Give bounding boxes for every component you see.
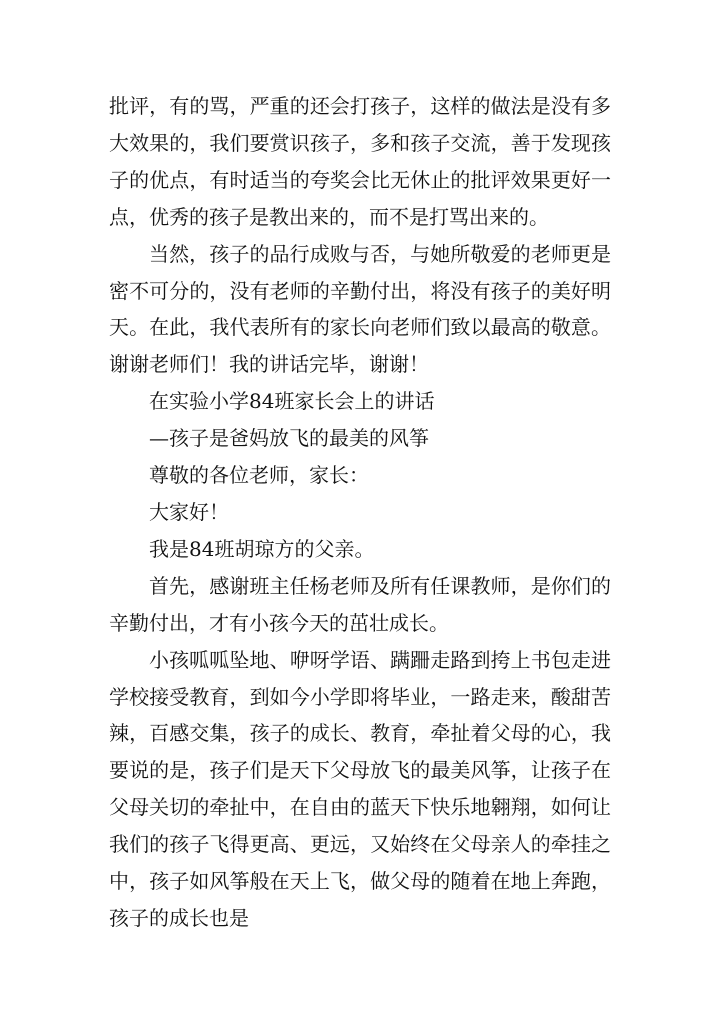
greeting: 大家好！: [149, 499, 229, 524]
salutation: 尊敬的各位老师，家长：: [149, 463, 369, 488]
document-body: [109, 88, 611, 937]
paragraph-thanks: 首先，感谢班主任杨老师及所有任课教师，是你们的辛勤付出，才有小孩今天的茁壮成长。: [109, 573, 611, 635]
paragraph-kite-metaphor: 小孩呱呱坠地、咿呀学语、蹒跚走路到挎上书包走进学校接受教育，到如今小学即将毕业，一路走来，酸甜苦辣，百感交集，孩子的成长、教育，牵扯着父母的心，我要说的是，孩子们是天下父母放飞的最美风筝，让孩子在父母关切的牵扯中，在自由的蓝天下快乐地翱翔，如何让我们的孩子飞得更高、更远，又始终在父母亲人的牵挂之中，孩子如风筝般在天上飞，做父母的随着在地上奔跑，孩子的成长也是: [109, 647, 611, 930]
speech-title: 在实验小学84班家长会上的讲话: [149, 389, 435, 414]
speech-subtitle: —孩子是爸妈放飞的最美的风筝: [149, 426, 429, 451]
self-introduction: 我是84班胡琼方的父亲。: [149, 536, 375, 561]
paragraph-criticism: 批评，有的骂，严重的还会打孩子，这样的做法是没有多大效果的，我们要赏识孩子，多和孩子交流，善于发现孩子的优点，有时适当的夸奖会比无休止的批评效果更好一点，优秀的孩子是教出来的，而不是打骂出来的。: [109, 94, 611, 229]
paragraph-gratitude-teachers: 当然，孩子的品行成败与否，与她所敬爱的老师更是密不可分的，没有老师的辛勤付出，将没有孩子的美好明天。在此，我代表所有的家长向老师们致以最高的敬意。谢谢老师们！我的讲话完毕，谢谢！: [109, 241, 611, 377]
